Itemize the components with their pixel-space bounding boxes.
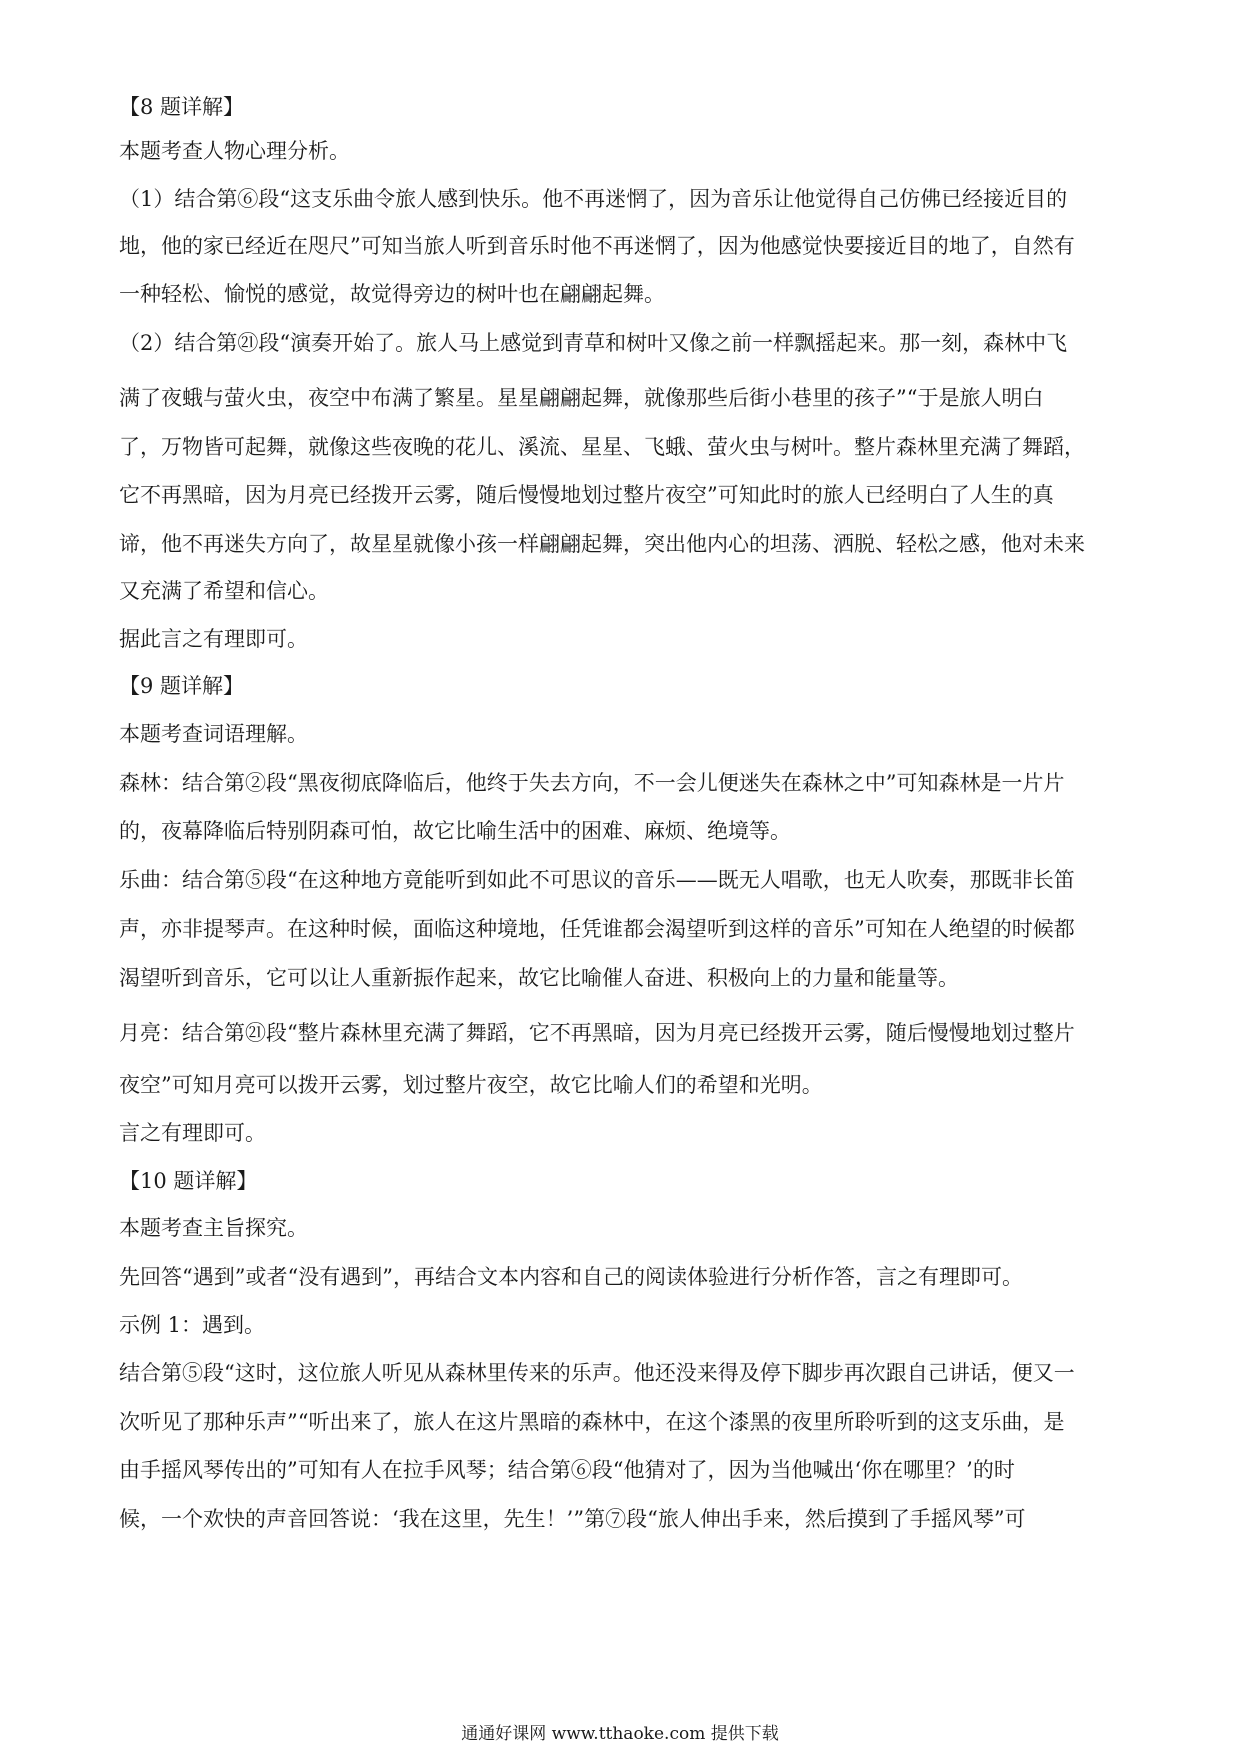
text-line: 先回答“遇到”或者“没有遇到”，再结合文本内容和自己的阅读体验进行分析作答，言之有理即可。 [119, 1265, 1023, 1289]
text-line: 候，一个欢快的声音回答说：‘我在这里，先生！’”第⑦段“旅人伸出手来，然后摸到了手摇风琴”可 [119, 1507, 1026, 1531]
text-line: 地，他的家已经近在咫尺”可知当旅人听到音乐时他不再迷惘了，因为他感觉快要接近目的地了，自然有 [119, 234, 1075, 258]
text-line: 据此言之有理即可。 [119, 627, 308, 651]
text-line: 乐曲：结合第⑤段“在这种地方竟能听到如此不可思议的音乐——既无人唱歌，也无人吹奏，那既非长笛 [119, 868, 1075, 892]
text-line: 言之有理即可。 [119, 1121, 266, 1145]
heading-q8: 【8 题详解】 [119, 95, 245, 119]
text-line: 满了夜蛾与萤火虫，夜空中布满了繁星。星星翩翩起舞，就像那些后街小巷里的孩子”“于是旅人明白 [119, 386, 1044, 410]
text-line: 渴望听到音乐，它可以让人重新振作起来，故它比喻催人奋进、积极向上的力量和能量等。 [119, 966, 959, 990]
text-line: 一种轻松、愉悦的感觉，故觉得旁边的树叶也在翩翩起舞。 [119, 282, 665, 306]
heading-q10: 【10 题详解】 [119, 1169, 258, 1193]
text-line: 它不再黑暗，因为月亮已经拨开云雾，随后慢慢地划过整片夜空”可知此时的旅人已经明白了人生的真 [119, 483, 1054, 507]
text-line: 示例 1：遇到。 [119, 1313, 266, 1337]
text-line: 结合第⑤段“这时，这位旅人听见从森林里传来的乐声。他还没来得及停下脚步再次跟自己讲话，便又一 [119, 1361, 1075, 1385]
text-line: 本题考查词语理解。 [119, 722, 308, 746]
page-footer: 通通好课网 www.tthaoke.com 提供下载 [461, 1724, 779, 1744]
text-line: 由手摇风琴传出的”可知有人在拉手风琴；结合第⑥段“他猜对了，因为当他喊出‘你在哪里？’的时 [119, 1458, 1015, 1482]
text-line: （1）结合第⑥段“这支乐曲令旅人感到快乐。他不再迷惘了，因为音乐让他觉得自己仿佛已经接近目的 [119, 187, 1068, 211]
text-line: 本题考查主旨探究。 [119, 1216, 308, 1240]
text-line: 的，夜幕降临后特别阴森可怕，故它比喻生活中的困难、麻烦、绝境等。 [119, 819, 791, 843]
text-line: （2）结合第㉑段“演奏开始了。旅人马上感觉到青草和树叶又像之前一样飘摇起来。那一刻，森林中飞 [119, 331, 1068, 355]
text-line: 声，亦非提琴声。在这种时候，面临这种境地，任凭谁都会渴望听到这样的音乐”可知在人绝望的时候都 [119, 917, 1075, 941]
text-line: 月亮：结合第㉑段“整片森林里充满了舞蹈，它不再黑暗，因为月亮已经拨开云雾，随后慢慢地划过整片 [119, 1021, 1075, 1045]
heading-q9: 【9 题详解】 [119, 674, 245, 698]
text-line: 森林：结合第②段“黑夜彻底降临后，他终于失去方向，不一会儿便迷失在森林之中”可知森林是一片片 [119, 771, 1065, 795]
text-line: 本题考查人物心理分析。 [119, 139, 350, 163]
text-line: 又充满了希望和信心。 [119, 579, 329, 603]
text-line: 了，万物皆可起舞，就像这些夜晚的花儿、溪流、星星、飞蛾、萤火虫与树叶。整片森林里充满了舞蹈， [119, 435, 1085, 459]
text-line: 次听见了那种乐声”“听出来了，旅人在这片黑暗的森林中，在这个漆黑的夜里所聆听到的这支乐曲，是 [119, 1410, 1065, 1434]
text-line: 夜空”可知月亮可以拨开云雾，划过整片夜空，故它比喻人们的希望和光明。 [119, 1073, 823, 1097]
text-line: 谛，他不再迷失方向了，故星星就像小孩一样翩翩起舞，突出他内心的坦荡、洒脱、轻松之感，他对未来 [119, 532, 1085, 556]
